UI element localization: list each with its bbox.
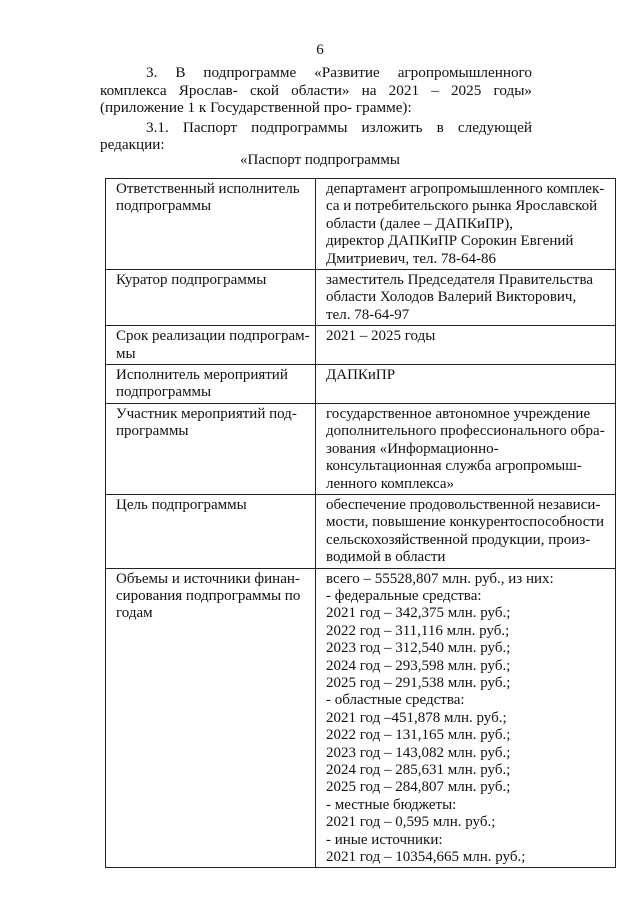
value-line: 2025 год – 291,538 млн. руб.;: [326, 674, 511, 691]
row-value: [316, 326, 616, 365]
label-line: сирования подпрограммы по: [116, 587, 301, 604]
row-label: [106, 270, 316, 326]
value-line: 2021 год –451,878 млн. руб.;: [326, 709, 507, 726]
value-line: всего – 55528,807 млн. руб., из них:: [326, 570, 554, 587]
value-line: 2022 год – 311,116 млн. руб.;: [326, 622, 510, 639]
value-line: 2023 год – 143,082 млн. руб.;: [326, 744, 511, 761]
row-label: [106, 568, 316, 868]
intro-line: ской области» на 2021 – 2025 годы» (приложение 1 к Государственной про-: [100, 81, 533, 116]
value-line: - иные источники:: [326, 831, 443, 848]
label-line: Срок реализации подпрограм-: [116, 328, 310, 345]
value-line: 2025 год – 284,807 млн. руб.;: [326, 779, 511, 796]
table-row: [106, 365, 616, 404]
value-line: дополнительного профессионального обра-: [326, 423, 605, 440]
page-number: 6: [316, 42, 324, 58]
value-line: тел. 78-64-97: [326, 306, 410, 323]
value-line: области (далее – ДАПКиПР),: [326, 215, 513, 232]
label-line: подпрограммы: [116, 384, 212, 401]
table-row: [106, 326, 616, 365]
row-label: [106, 179, 316, 270]
value-line: зования «Информационно-: [326, 440, 499, 457]
value-line: 2022 год – 131,165 млн. руб.;: [326, 727, 511, 744]
value-line: ленного комплекса»: [326, 475, 455, 492]
value-line: сельскохозяйственной продукции, произ-: [326, 531, 591, 548]
intro-text: [100, 64, 532, 154]
value-line: - федеральные средства:: [326, 587, 482, 604]
value-line: са и потребительского рынка Ярославской: [326, 198, 598, 215]
value-line: мости, повышение конкурентоспособности: [326, 514, 604, 531]
value-line: заместитель Председателя Правительства: [326, 272, 594, 289]
passport-table: [105, 178, 616, 868]
value-line: - областные средства:: [326, 692, 465, 709]
value-line: 2024 год – 293,598 млн. руб.;: [326, 657, 511, 674]
label-line: подпрограммы: [116, 198, 212, 215]
table-row: [106, 403, 616, 494]
value-line: области Холодов Валерий Викторович,: [326, 289, 577, 306]
value-line: ДАПКиПР: [326, 367, 396, 384]
row-label: [106, 365, 316, 404]
value-line: водимой в области: [326, 549, 446, 566]
value-line: 2021 – 2025 годы: [326, 328, 436, 345]
value-line: 2023 год – 312,540 млн. руб.;: [326, 640, 511, 657]
value-line: 2021 год – 10354,665 млн. руб.;: [326, 849, 526, 866]
row-value: [316, 365, 616, 404]
label-line: Ответственный исполнитель: [116, 181, 300, 197]
value-line: обеспечение продовольственной независи-: [326, 496, 601, 513]
passport-title: «Паспорт подпрограммы: [240, 152, 400, 168]
value-line: 2024 год – 285,631 млн. руб.;: [326, 762, 511, 778]
value-line: консультационная служба агропромыш-: [326, 458, 582, 475]
label-line: Объемы и источники финан-: [116, 570, 300, 587]
intro-paragraph: [100, 64, 532, 117]
label-line: Куратор подпрограммы: [116, 272, 267, 289]
value-line: департамент агропромышленного комплек-: [326, 181, 605, 197]
row-value: [316, 403, 616, 494]
label-line: годам: [116, 605, 153, 622]
row-label: [106, 494, 316, 568]
row-value: [316, 494, 616, 568]
row-value: [316, 179, 616, 270]
row-value: [316, 568, 616, 868]
label-line: Участник мероприятий под-: [116, 405, 297, 422]
table-row: [106, 494, 616, 568]
intro-line: 3. В подпрограмме «Развитие агропромышленного комплекса Ярослав-: [100, 64, 532, 99]
table-row: [106, 179, 616, 270]
table-row: [106, 568, 616, 868]
row-label: [106, 326, 316, 365]
value-line: 2021 год – 342,375 млн. руб.;: [326, 605, 511, 622]
intro-subparagraph: 3.1. Паспорт подпрограммы изложить в следующей редакции:: [100, 118, 532, 153]
value-line: директор ДАПКиПР Сорокин Евгений: [326, 233, 574, 250]
label-line: программы: [116, 423, 189, 440]
label-line: Исполнитель мероприятий: [116, 367, 288, 384]
row-label: [106, 403, 316, 494]
value-line: государственное автономное учреждение: [326, 405, 591, 422]
row-value: [316, 270, 616, 326]
value-line: - местные бюджеты:: [326, 796, 457, 813]
table-row: [106, 270, 616, 326]
value-line: Дмитриевич, тел. 78-64-86: [326, 250, 497, 267]
label-line: мы: [116, 345, 136, 362]
value-line: 2021 год – 0,595 млн. руб.;: [326, 814, 496, 831]
intro-line: грамме):: [355, 99, 412, 116]
label-line: Цель подпрограммы: [116, 496, 247, 513]
